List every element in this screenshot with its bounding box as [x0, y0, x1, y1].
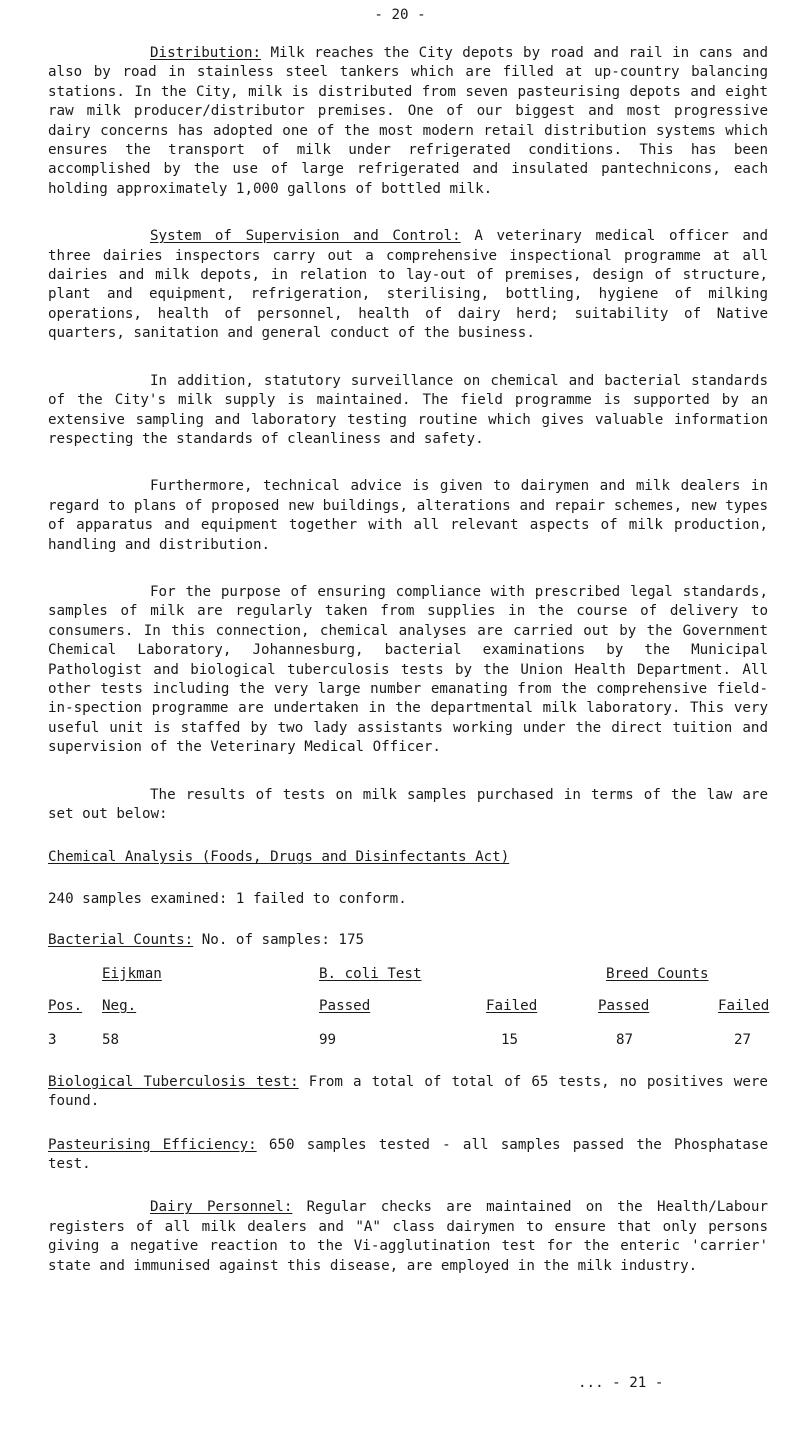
pasteurising-text: 650 samples tested - all samples passed the Phosphatase test.	[48, 1136, 768, 1173]
breed-failed-value: 27	[734, 1032, 752, 1049]
document-body	[48, 44, 768, 1304]
personnel-heading: Dairy Personnel:	[150, 1199, 293, 1216]
distribution-text: Milk reaches the City depots by road and rail in cans and also by road in stainless steel tankers which are filled at up-country balancing stations. In the City, milk is distributed from seven pasteurising depots and eight raw milk producer/distributor premises. One of our biggest and most progressive dairy concerns has adopted one of the most modern retail distribution systems which ensures the transport of milk under refrigerated conditions. This has been accomplished by the use of large refrigerated and insulated pantechnicons, each holding approximately 1,000 gallons of bottled milk.	[48, 45, 768, 197]
bcoli-header: B. coli Test	[319, 965, 422, 982]
pasteurising-paragraph	[48, 1136, 768, 1175]
tuberculosis-heading: Biological Tuberculosis test:	[48, 1073, 299, 1090]
bcoli-failed-value: 15	[501, 1032, 519, 1049]
supervision-text: A veterinary medical officer and three dairies inspectors carry out a comprehensive inspectional programme at all dairies and milk depots, in relation to lay-out of premises, design of structure, plant and equipment, refrigeration, sterilising, bottling, hygiene of milking operations, health of personnel, health of dairy herd; suitability of Native quarters, sanitation and general conduct of the business.	[48, 228, 768, 342]
surveillance-paragraph: In addition, statutory surveillance on chemical and bacterial standards of the City's milk supply is maintained. The field programme is supported by an extensive sampling and laboratory testing routine which gives valuable information respecting the standards of cleanliness and safety.	[48, 372, 768, 447]
personnel-text: Regular checks are maintained on the Health/Labour registers of all milk dealers and "A" class dairymen to ensure that only persons giving a negative reaction to the Vi-agglutination test for the enteric 'carrier' state and immunised against this disease, are employed in the milk industry.	[48, 1199, 769, 1274]
bacterial-group-headers	[48, 965, 768, 984]
neg-value: 58	[102, 1032, 120, 1049]
neg-header: Neg.	[102, 998, 137, 1015]
breed-counts-header: Breed Counts	[606, 965, 709, 982]
pasteurising-heading: Pasteurising Efficiency:	[48, 1136, 257, 1153]
pos-value: 3	[48, 1032, 57, 1049]
chemical-analysis-heading: Chemical Analysis (Foods, Drugs and Disinfectants Act)	[48, 849, 510, 866]
distribution-heading: Distribution:	[150, 45, 262, 61]
breed-passed-value: 87	[616, 1032, 634, 1049]
bcoli-passed-header: Passed	[319, 998, 371, 1015]
page-number: - 20 -	[374, 7, 426, 23]
tuberculosis-text: From a total of total of 65 tests, no positives were found.	[48, 1073, 768, 1110]
distribution-paragraph	[48, 44, 768, 199]
personnel-paragraph	[48, 1198, 768, 1276]
eijkman-header: Eijkman	[102, 965, 162, 982]
breed-passed-header: Passed	[598, 998, 650, 1015]
next-page-marker: ... - 21 -	[578, 1375, 664, 1391]
tuberculosis-paragraph	[48, 1073, 768, 1112]
pos-header: Pos.	[48, 998, 83, 1015]
bcoli-passed-value: 99	[319, 1032, 337, 1049]
results-intro-paragraph: The results of tests on milk samples purchased in terms of the law are set out below:	[48, 786, 768, 822]
advice-paragraph: Furthermore, technical advice is given to dairymen and milk dealers in regard to plans of proposed new buildings, alterations and repair schemes, new types of apparatus and equipment together with all relevant aspects of milk production, handling and distribution.	[48, 478, 768, 553]
supervision-paragraph	[48, 227, 768, 343]
bacterial-counts-line	[48, 931, 768, 950]
chemical-analysis-result: 240 samples examined: 1 failed to conform.	[48, 890, 407, 907]
bacterial-counts-heading: Bacterial Counts:	[48, 932, 194, 949]
bacterial-column-headers	[48, 997, 768, 1016]
bacterial-counts-text: No. of samples: 175	[193, 932, 365, 949]
bcoli-failed-header: Failed	[486, 998, 538, 1015]
bacterial-values-row	[48, 1031, 768, 1050]
supervision-heading: System of Supervision and Control:	[150, 228, 461, 245]
compliance-paragraph: For the purpose of ensuring compliance with prescribed legal standards, samples of milk are regularly taken from supplies in the course of delivery to consumers. In this connection, chemical analyses are carried out by the Government Chemical Laboratory, Johannesburg, bacterial examinations by the Municipal Pathologist and biological tuberculosis tests by the Union Health Department. All other tests including the very large number emanating from the comprehensive field-in-spection programme are undertaken in the departmental milk laboratory. This very useful unit is staffed by two lady assistants working under the direct tuition and supervision of the Veterinary Medical Officer.	[48, 583, 768, 756]
breed-failed-header: Failed	[718, 998, 770, 1015]
